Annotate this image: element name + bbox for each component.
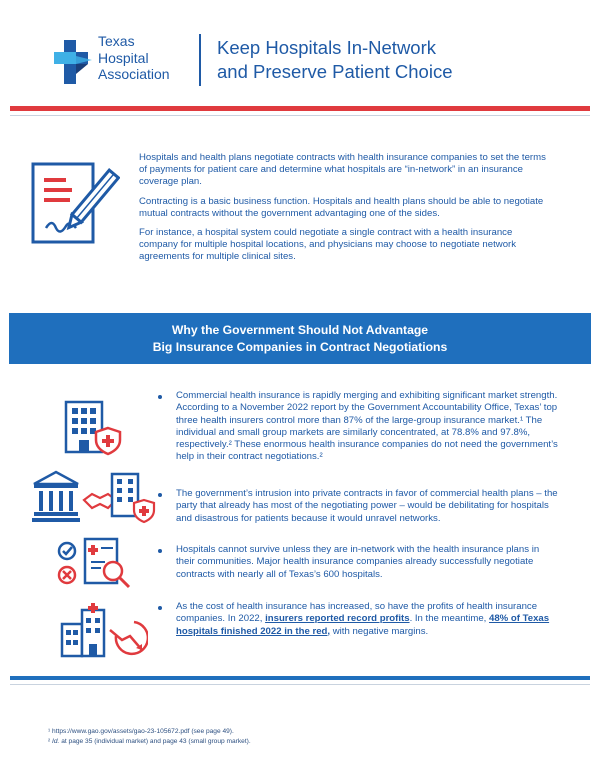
bullet-text-part: As the cost of health insurance has increased, so have the profits of health insurance companies. In 2022, (176, 601, 538, 625)
bullet-item (158, 544, 558, 581)
top-rule-thin (10, 115, 590, 116)
footnote: ¹ https://www.gao.gov/assets/gao-23-105672.pdf (see page 49). (48, 728, 234, 735)
hospital-declining-chart-icon (58, 600, 148, 660)
header-divider (199, 34, 201, 86)
bullet-text-part: . In the meantime, (409, 613, 490, 625)
footnote-id: Id. (52, 738, 60, 745)
intro-paragraph: Hospitals and health plans negotiate contracts with health insurance companies to set the terms of payments for patient care and determine what hospitals are “in-network” in an insurance coverage plan. (139, 152, 546, 187)
bank-handshake-hospital-icon (32, 466, 157, 526)
logo-line: Hospital (98, 49, 149, 66)
bullet-text (176, 601, 558, 638)
bullet-text: The government’s intrusion into private contracts in favor of commercial health plans – the party that already has most of the negotiating power – would be debilitating for hospitals and disastrous for patients because it would unravel networks. (176, 488, 558, 524)
top-rule (10, 106, 590, 111)
logo-wordmark (98, 33, 170, 83)
bottom-rule (10, 676, 590, 680)
footnote-text: at page 35 (individual market) and page 43 (small group market). (59, 738, 251, 745)
intro-paragraph: Contracting is a basic business function. Hospitals and health plans should be able to negotiate mutual contracts without the government advantaging one of the sides. (139, 195, 544, 219)
bullet-dot (158, 493, 162, 497)
hospitals-in-red-link[interactable]: 48% of Texas hospitals finished 2022 in the red, (176, 613, 550, 637)
title-line: and Preserve Patient Choice (217, 61, 453, 82)
heading-line: Big Insurance Companies in Contract Negotiations (152, 339, 448, 354)
intro-paragraph: For instance, a hospital system could negotiate a single contract with a health insurance company for multiple hospital locations, and physicians may choose to negotiate network agreements for multiple clinical sites. (139, 227, 517, 262)
section-heading (9, 322, 591, 355)
checklist-magnifier-icon (55, 535, 135, 591)
contract-signing-icon (30, 160, 120, 250)
bullet-text: Commercial health insurance is rapidly merging and exhibiting significant market strength. According to a November 2022 report by the Government Accountability Office, Texas’ top three health insurers control more than 87% of the large-group insurance market.¹ The individual and small group markets are similarly concentrated, at 78.8% and 97.8%, respectively.² These enormous health insurance companies do not need the government’s help in their contract negotiations.² (176, 390, 558, 463)
footnote-marker: ² (48, 738, 53, 745)
record-profits-link[interactable]: insurers reported record profits (265, 613, 410, 625)
title-line: Keep Hospitals In-Network (217, 37, 437, 58)
bullet-dot (158, 549, 162, 553)
intro-text (139, 152, 549, 271)
bullet-dot (158, 606, 162, 610)
bullet-item (158, 488, 558, 525)
bullet-text-part: with negative margins. (330, 625, 429, 637)
hospital-shield-icon (58, 396, 128, 456)
footnote (48, 738, 251, 746)
logo-line: Texas (98, 33, 135, 49)
bullet-item (158, 601, 558, 638)
bullet-item (158, 390, 558, 464)
heading-line: Why the Government Should Not Advantage (171, 323, 429, 337)
bullet-text: Hospitals cannot survive unless they are in-network with the health insurance plans in their communities. Major health insurance companies already successfully negotiate contracts with nearly all of Texas’s 600 hospitals. (176, 544, 540, 580)
logo-line: Association (98, 66, 170, 82)
page-title (217, 36, 453, 84)
bottom-rule-thin (10, 684, 590, 685)
bullet-dot (158, 395, 162, 399)
